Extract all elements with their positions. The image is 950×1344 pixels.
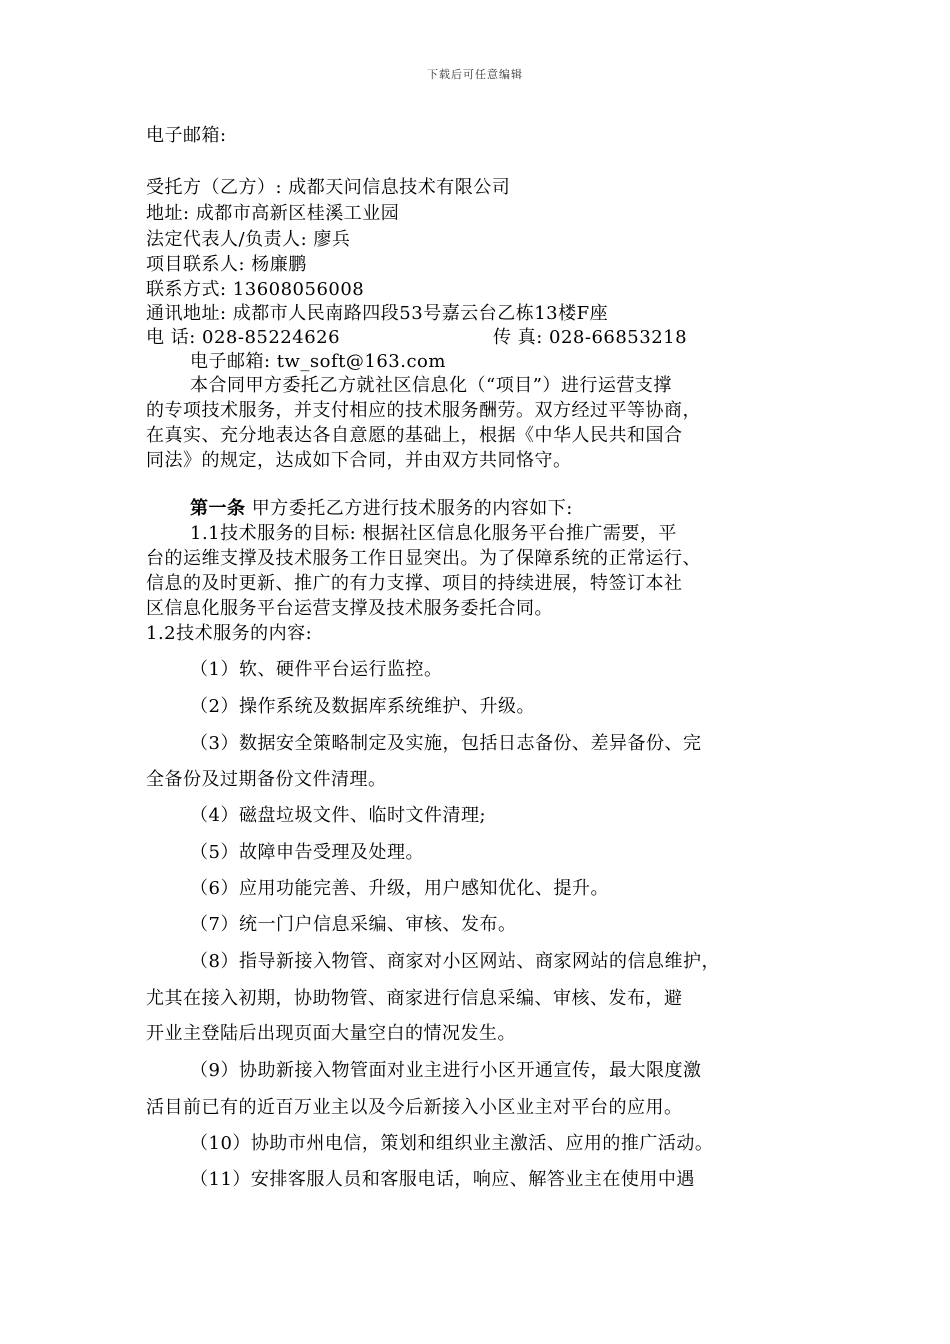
- goal-line: 1.1技术服务的目标: 根据社区信息化服务平台推广需要，平: [190, 523, 677, 544]
- article-1-heading: [190, 497, 573, 521]
- intro-line: 同法》的规定，达成如下合同，并由双方共同恪守。: [146, 450, 572, 471]
- goal-line: 台的运维支撑及技术服务工作日显突出。为了保障系统的正常运行、: [146, 548, 701, 569]
- party-b-contact-method: 联系方式: 13608056008: [146, 279, 365, 300]
- service-item: 尤其在接入初期，协助物管、商家进行信息采编、审核、发布，避: [146, 988, 683, 1009]
- service-item: （4）磁盘垃圾文件、临时文件清理;: [190, 805, 487, 826]
- service-item: （3）数据安全策略制定及实施，包括日志备份、差异备份、完: [190, 733, 702, 754]
- service-item: （5）故障申告受理及处理。: [190, 842, 424, 863]
- page-header-note: 下载后可任意编辑: [427, 68, 523, 81]
- party-b-mail-address: 通讯地址: 成都市人民南路四段53号嘉云台乙栋13楼F座: [146, 303, 609, 324]
- party-b-legal-rep: 法定代表人/负责人: 廖兵: [146, 229, 351, 250]
- intro-line: 在真实、充分地表达各自意愿的基础上，根据《中华人民共和国合: [146, 425, 683, 446]
- service-item: （2）操作系统及数据库系统维护、升级。: [190, 696, 535, 717]
- service-item: 活目前已有的近百万业主以及今后新接入小区业主对平台的应用。: [146, 1097, 683, 1118]
- party-b-title: 受托方（乙方）: 成都天问信息技术有限公司: [146, 177, 511, 198]
- goal-line: 区信息化服务平台运营支撑及技术服务委托合同。: [146, 598, 553, 619]
- party-b-contact-person: 项目联系人: 杨廉鹏: [146, 254, 307, 275]
- goal-line: 信息的及时更新、推广的有力支撑、项目的持续进展，特签订本社: [146, 573, 683, 594]
- service-item: （1）软、硬件平台运行监控。: [190, 659, 443, 680]
- article-1-number: 第一条: [190, 498, 246, 519]
- content-title: 1.2技术服务的内容:: [146, 623, 313, 644]
- party-b-address: 地址: 成都市高新区桂溪工业园: [146, 203, 400, 224]
- service-item: （11）安排客服人员和客服电话，响应、解答业主在使用中遇: [190, 1169, 695, 1190]
- service-item: （6）应用功能完善、升级，用户感知优化、提升。: [190, 878, 609, 899]
- service-item: 开业主登陆后出现页面大量空白的情况发生。: [146, 1023, 516, 1044]
- party-b-fax: 传 真: 028-66853218: [493, 327, 688, 348]
- service-item: （8）指导新接入物管、商家对小区网站、商家网站的信息维护，: [190, 951, 720, 972]
- party-a-email-label: 电子邮箱:: [146, 125, 227, 146]
- party-b-phone: 电 话: 028-85224626: [146, 327, 341, 348]
- intro-line: 本合同甲方委托乙方就社区信息化（“项目”）进行运营支撑: [190, 375, 672, 396]
- service-item: （10）协助市州电信，策划和组织业主激活、应用的推广活动。: [190, 1133, 714, 1154]
- service-item: 全备份及过期备份文件清理。: [146, 769, 387, 790]
- article-1-title: 甲方委托乙方进行技术服务的内容如下:: [245, 498, 573, 519]
- service-item: （7）统一门户信息采编、审核、发布。: [190, 914, 517, 935]
- intro-line: 的专项技术服务，并支付相应的技术服务酬劳。双方经过平等协商，: [146, 400, 701, 421]
- service-item: （9）协助新接入物管面对业主进行小区开通宣传，最大限度激: [190, 1060, 702, 1081]
- party-b-email: 电子邮箱: tw_soft@163.com: [190, 351, 446, 372]
